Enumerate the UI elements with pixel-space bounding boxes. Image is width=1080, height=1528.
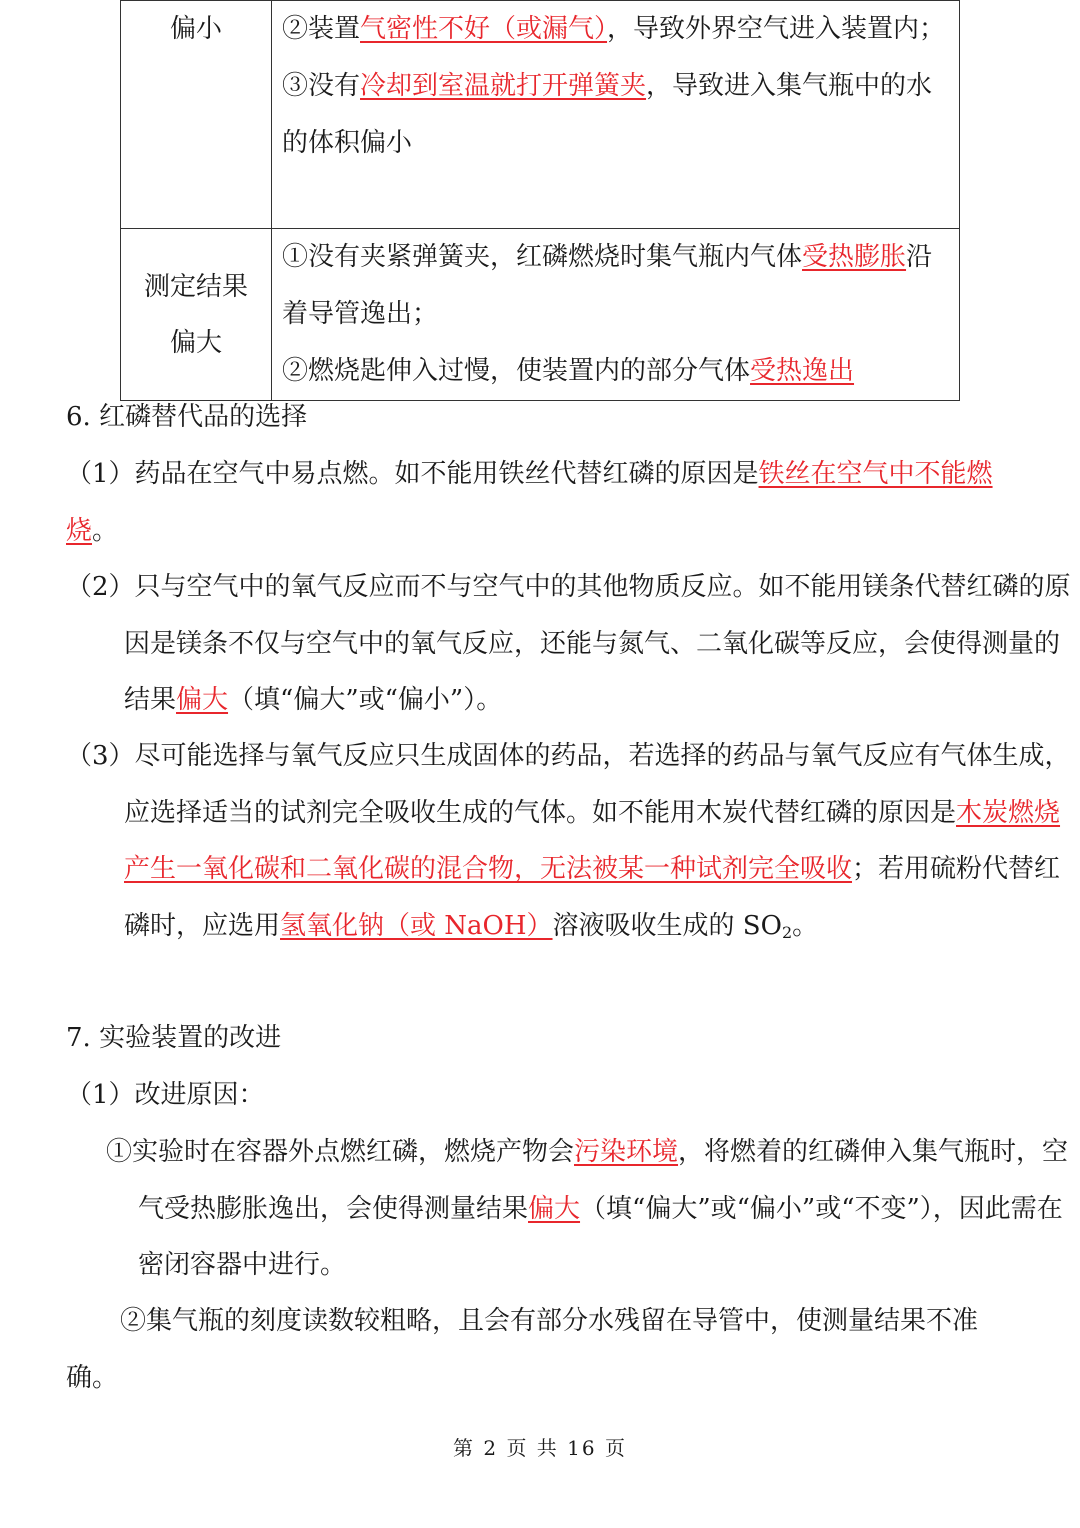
- answer-highlight: 受热膨胀: [802, 242, 907, 272]
- error-analysis-table: [120, 0, 960, 401]
- label-text: 偏小: [169, 14, 222, 44]
- section-6-item-1: （1）药品在空气中易点燃。如不能用铁丝代替红磷的原因是铁丝在空气中不能燃烧。: [66, 459, 993, 546]
- answer-highlight: 氢氧化钠（或 NaOH）: [280, 910, 553, 941]
- answer-highlight: 受热逸出: [750, 356, 855, 386]
- section-7-item-1: （1）改进原因：: [66, 1080, 265, 1110]
- section-6-item-2: （2）只与空气中的氧气反应而不与空气中的其他物质反应。如不能用镁条代替红磷的原因是镁条不仅与空气中的氧气反应，还能与氮气、二氧化碳等反应，会使得测量的结果偏大（填“偏大”或“偏小”）。: [66, 572, 1071, 715]
- section-6-item-3: （3）尽可能选择与氧气反应只生成固体的药品，若选择的药品与氧气反应有气体生成，应选择适当的试剂完全吸收生成的气体。如不能用木炭代替红磷的原因是木炭燃烧产生一氧化碳和二氧化碳的混合物，无法被某一种试剂完全吸收；若用硫粉代替红磷时，应选用氢氧化钠（或 NaOH）溶液吸收生成的 $SO_2$。: [66, 741, 1071, 942]
- row-content-large: [272, 229, 960, 401]
- answer-highlight: 气密性不好（或漏气）: [360, 14, 608, 44]
- label-text: 测定结果: [143, 271, 248, 302]
- page-footer: 第 2 页 共 16 页: [453, 1436, 627, 1460]
- row-content-small: [272, 1, 960, 229]
- section-7-heading: 7. 实验装置的改进: [66, 1023, 282, 1053]
- reason-2: ②燃烧匙伸入过慢，使装置内的部分气体受热逸出: [282, 356, 855, 386]
- answer-highlight: 污染环境: [574, 1137, 679, 1167]
- answer-highlight: 木炭燃烧产生一氧化碳和二氧化碳的混合物，无法被某一种试剂完全吸收: [124, 797, 1061, 884]
- section-7-sub-2: ②集气瓶的刻度读数较粗略，且会有部分水残留在导管中，使测量结果不准确。: [66, 1306, 979, 1393]
- row-label-small: [121, 1, 272, 229]
- reason-1: ①没有夹紧弹簧夹，红磷燃烧时集气瓶内气体受热膨胀沿着导管逸出；: [282, 242, 933, 329]
- answer-highlight: 偏大: [176, 685, 229, 715]
- section-7-sub-1: ①实验时在容器外点燃红磷，燃烧产物会污染环境，将燃着的红磷伸入集气瓶时，空气受热膨胀逸出，会使得测量结果偏大（填“偏大”或“偏小”或“不变”），因此需在密闭容器中进行。: [106, 1137, 1069, 1280]
- row-label-large: [121, 229, 272, 401]
- reason-3: ③没有冷却到室温就打开弹簧夹，导致进入集气瓶中的水的体积偏小: [282, 71, 933, 158]
- section-6-heading: 6. 红磷替代品的选择: [66, 402, 308, 432]
- label-text: 偏大: [169, 327, 222, 358]
- answer-highlight: 铁丝在空气中不能燃烧: [66, 459, 993, 546]
- answer-highlight: 偏大: [528, 1193, 581, 1224]
- reason-2: ②装置气密性不好（或漏气），导致外界空气进入装置内；: [282, 14, 946, 44]
- answer-highlight: 冷却到室温就打开弹簧夹: [360, 71, 647, 101]
